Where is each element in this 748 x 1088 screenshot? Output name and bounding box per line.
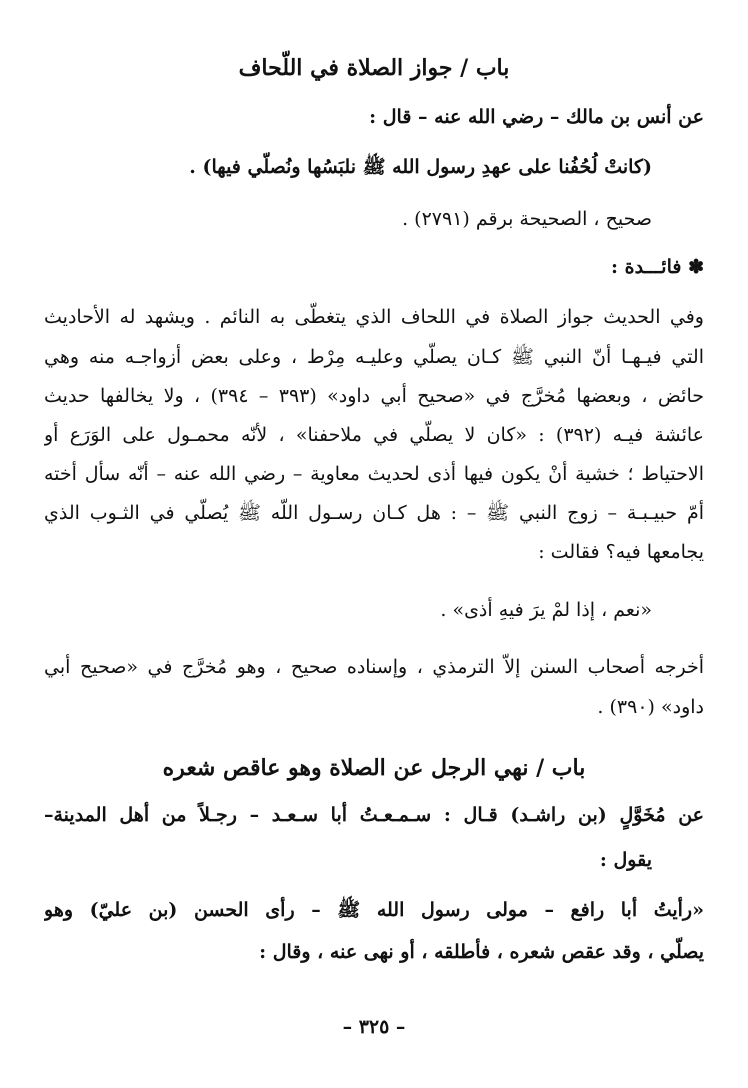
benefit-line-2: التي فيـهـا أنّ النبي ﷺ كـان يصلّي وعليـه مِرْط ، وعلى بعض أزواجـه منه وهي xyxy=(44,346,704,368)
benefit-line-3: حائض ، وبعضها مُخرَّج في «صحيح أبي داود» (٣٩٣ – ٣٩٤) ، ولا يخالفها حديث xyxy=(44,385,704,407)
grading-line: صحيح ، الصحيحة برقم (٢٧٩١) . xyxy=(402,208,652,230)
hadith-hair-line-2: يصلّي ، وقد عقص شعره ، فأطلقه ، أو نهى عنه ، وقال : xyxy=(259,941,704,963)
benefit-line-1: وفي الحديث جواز الصلاة في اللحاف الذي يتغطّى به النائم . ويشهد له الأحاديث xyxy=(44,306,704,328)
narrator-line-2: يقول : xyxy=(599,849,652,871)
benefit-line-7: يجامعها فيه؟ فقالت : xyxy=(538,541,704,563)
source-line-2: داود» (٣٩٠) . xyxy=(597,696,704,718)
hadith-hair-line-1: «رأيتُ أبا رافع – مولى رسول الله ﷺ – رأى الحسن (بن عليّ) وهو xyxy=(44,899,704,921)
benefit-label: ✽ فائـــدة : xyxy=(611,256,704,278)
page-number: – ٣٢٥ – xyxy=(342,1016,406,1038)
aisha-quote: «نعم ، إذا لمْ يرَ فيهِ أذى» . xyxy=(440,599,652,621)
source-line-1: أخرجه أصحاب السنن إلاّ الترمذي ، وإسناده صحيح ، وهو مُخرَّج في «صحيح أبي xyxy=(44,656,704,678)
chapter-title-blanket-prayer: باب / جواز الصلاة في اللّحاف xyxy=(238,55,510,81)
benefit-line-4: عائشة فيـه (٣٩٢) : «كان لا يصلّي في ملاحفنا» ، لأنّه محمـول على الوَرَع أو xyxy=(44,424,704,446)
benefit-line-6: أمّ حبيـبـة – زوج النبي ﷺ – : هل كـان رسـول اللّه ﷺ يُصلّي في الثـوب الذي xyxy=(44,502,704,524)
narrator-line-1: عن مُخَوَّلٍ (بن راشـد) قـال : سـمـعـتُ أبا سـعـد – رجـلاً من أهل المدينة– xyxy=(44,804,704,826)
benefit-line-5: الاحتياط ؛ خشية أنْ يكون فيها أذى لحديث معاوية – رضي الله عنه – أنّه سأل أخته xyxy=(44,463,704,485)
hadith-blanket-text: (كانتْ لُحُفُنا على عهدِ رسول الله ﷺ نلبَسُها ونُصلّي فيها) . xyxy=(189,156,652,178)
narrator-anas: عن أنس بن مالك – رضي الله عنه – قال : xyxy=(369,106,704,128)
chapter-title-tied-hair: باب / نهي الرجل عن الصلاة وهو عاقص شعره xyxy=(162,755,586,781)
